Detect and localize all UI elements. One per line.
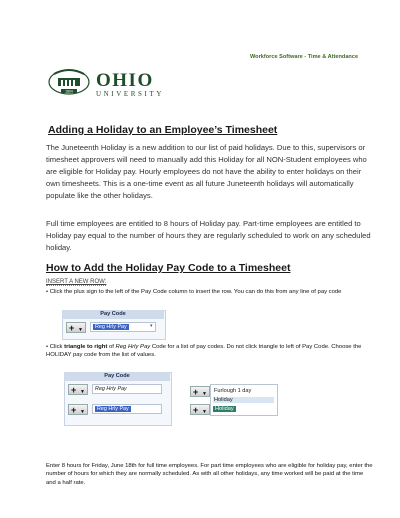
pay-code-dropdown-list [210,384,278,416]
step-3-text: Enter 8 hours for Friday, June 18th for full time employees. For part time employees who are eligible for holiday pay, enter the number of hours for which they are normally scheduled. As with all other holidays, any time worked will be paid at the time and a half rate. [46,463,373,486]
step-2-pre: • Click [46,344,65,350]
insert-row-heading: INSERT A NEW ROW: [46,279,107,285]
chevron-down-icon: ▼ [202,409,207,415]
plus-icon: + [193,387,199,397]
pay-code-dropdown-icon[interactable]: ▾ [150,323,153,329]
logo-wordmark: OHIO [96,70,154,91]
insert-row-button-4[interactable] [190,386,210,397]
insert-row-button[interactable] [66,322,86,333]
step-1-text: • Click the plus sign to the left of the Pay Code column to insert the row. You can do this from any line of pay code [46,289,342,295]
chevron-down-icon: ▼ [80,389,85,395]
plus-icon: + [71,405,77,415]
pay-code-header-2: Pay Code [64,372,170,381]
pay-code-value: Reg Hrly Pay [95,324,127,330]
step-2-post: Code for a list of pay codes. Do not click triangle to left of Pay Code. Choose the HOLIDAY pay code from the list of values. [46,344,362,359]
pay-code-field-row1[interactable]: Reg Hrly Pay [92,384,162,394]
entitlement-paragraph: Full time employees are entitled to 8 hours of Holiday pay. Part-time employees are entitled to Holiday pay equal to the number of hours they are regularly scheduled to work on any scheduled holiday. [46,219,371,252]
step-2-mid: of [107,344,116,350]
section-title-adding-holiday: Adding a Holiday to an Employee’s Timesheet [48,124,278,136]
step-2-bold: triangle to right [64,344,108,350]
dropdown-option-holiday[interactable]: Holiday [213,397,274,403]
pay-code-field[interactable] [90,322,156,332]
step-2-italic: Reg Hrly Pay [115,344,151,350]
dropdown-option-holiday-selected[interactable]: Holiday [215,406,234,412]
seal-year: 1804 [65,89,73,94]
chevron-down-icon: ▼ [78,327,83,333]
chevron-down-icon: ▼ [202,391,207,397]
chevron-down-icon: ▼ [80,409,85,415]
section-title-how-to: How to Add the Holiday Pay Code to a Timesheet [46,262,291,274]
logo-subtitle: UNIVERSITY [96,90,164,98]
plus-icon: + [193,405,199,415]
insert-row-button-2[interactable] [68,384,88,395]
document-header-label: Workforce Software - Time & Attendance [250,54,359,60]
plus-icon: + [69,323,75,333]
dropdown-option-furlough[interactable]: Furlough 1 day [214,388,252,394]
intro-paragraph: The Juneteenth Holiday is a new addition to our list of paid holidays. Due to this, supervisors or timesheet approvers will need to manually add this Holiday for all NON-Student employees who are eligible for Holiday pay. Hourly employees do not have the ability to enter holidays on their own timesheets. This is a one-time event as all future Juneteenth holidays will automatically populate like the other holidays. [46,143,367,200]
insert-row-button-5[interactable] [190,404,210,415]
pay-code-header: Pay Code [62,310,164,319]
insert-row-button-3[interactable] [68,404,88,415]
pay-code-value-2: Reg Hrly Pay [97,406,129,412]
pay-code-field-row2[interactable] [92,404,162,414]
plus-icon: + [71,385,77,395]
step-2-text [46,343,374,360]
